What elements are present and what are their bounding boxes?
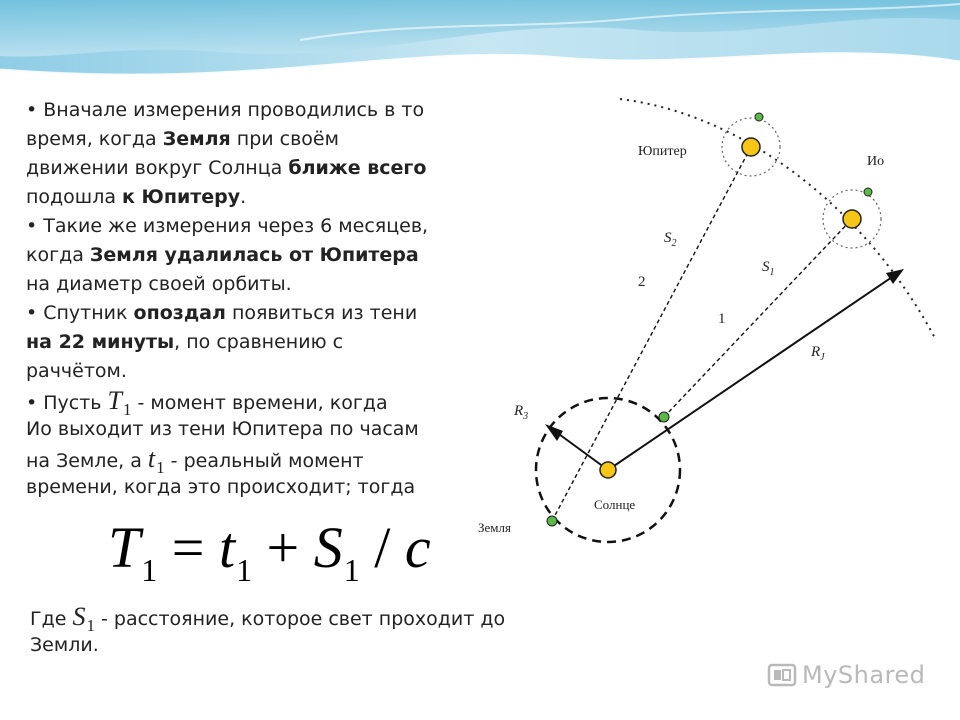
text-segment: • Спутник bbox=[26, 302, 134, 324]
text-segment: Земли. bbox=[30, 634, 99, 656]
r3-arrow-head bbox=[545, 424, 563, 441]
bold-text: к Юпитеру bbox=[122, 186, 241, 208]
rj-arrow-head bbox=[886, 269, 904, 284]
text-line bbox=[26, 386, 466, 419]
math-symbol: t bbox=[147, 444, 156, 473]
earth-2 bbox=[547, 516, 557, 526]
text-line bbox=[26, 96, 466, 125]
text-segment: раччётом. bbox=[26, 360, 127, 382]
bold-text: ближе всего bbox=[288, 157, 427, 179]
text-segment: - момент времени, когда bbox=[131, 392, 388, 414]
text-line bbox=[26, 270, 466, 299]
label-jupiter: Юпитер bbox=[638, 144, 687, 159]
label-r3: $R_3$ bbox=[514, 403, 529, 422]
text-segment: Ио выходит из тени Юпитера по часам bbox=[26, 418, 419, 440]
label-io: Ио bbox=[867, 154, 885, 169]
bold-text: Земля bbox=[162, 128, 231, 150]
label-s2: $S_2$ bbox=[664, 230, 677, 249]
text-segment: , по сравнению с bbox=[174, 331, 344, 353]
watermark bbox=[766, 655, 925, 695]
bullet-list bbox=[26, 96, 466, 502]
io-1 bbox=[755, 113, 763, 121]
text-line bbox=[26, 125, 466, 154]
text-line bbox=[26, 444, 466, 477]
label-path-2: 2 bbox=[638, 274, 646, 290]
text-line bbox=[30, 602, 590, 635]
rj-arrow-line bbox=[608, 273, 898, 470]
text-line bbox=[26, 241, 466, 270]
label-earth: Земля bbox=[478, 520, 511, 535]
bold-text: опоздал bbox=[133, 302, 226, 324]
text-line bbox=[26, 299, 466, 328]
formula: $T_1 = t_1 + S_1 / c$ bbox=[108, 515, 431, 589]
text-line bbox=[26, 415, 466, 444]
watermark-text: MyShared bbox=[802, 661, 926, 689]
text-segment: . bbox=[240, 186, 247, 208]
math-subscript: 1 bbox=[123, 399, 132, 419]
text-segment: появиться из тени bbox=[225, 302, 418, 324]
math-symbol: S bbox=[72, 602, 86, 631]
text-line bbox=[26, 183, 466, 212]
text-segment: - расстояние, которое свет проходит до bbox=[94, 608, 506, 630]
earth-1 bbox=[659, 412, 669, 422]
text-segment: подошла bbox=[26, 186, 123, 208]
math-symbol: T bbox=[107, 386, 122, 415]
label-path-1: 1 bbox=[718, 311, 726, 327]
text-line bbox=[26, 357, 466, 386]
text-segment: - реальный момент bbox=[164, 450, 364, 472]
orbit-diagram bbox=[470, 95, 940, 545]
text-segment: • Пусть bbox=[26, 392, 108, 414]
header-wave-decoration bbox=[0, 0, 960, 110]
text-line bbox=[30, 631, 590, 660]
math-subscript: 1 bbox=[156, 457, 165, 477]
bottom-note bbox=[30, 602, 590, 660]
text-segment: когда bbox=[26, 244, 90, 266]
sight-line-2 bbox=[552, 147, 751, 521]
bold-text: на 22 минуты bbox=[26, 331, 175, 353]
label-s1: $S_1$ bbox=[762, 259, 775, 278]
text-segment: • Такие же измерения через 6 месяцев, bbox=[26, 215, 429, 237]
text-segment: • Вначале измерения проводились в то bbox=[26, 99, 425, 121]
label-rj: $R_J$ bbox=[811, 344, 825, 363]
text-segment: Где bbox=[30, 608, 73, 630]
text-segment: на Земле, а bbox=[26, 450, 148, 472]
text-line bbox=[26, 212, 466, 241]
myshared-logo-icon bbox=[766, 659, 798, 691]
io-2 bbox=[864, 188, 872, 196]
sun bbox=[600, 462, 616, 478]
jupiter-1 bbox=[742, 138, 760, 156]
text-segment: на диаметр своей орбиты. bbox=[26, 273, 292, 295]
sight-line-1 bbox=[664, 219, 852, 417]
math-subscript: 1 bbox=[86, 615, 95, 635]
text-segment: движении вокруг Солнца bbox=[26, 157, 289, 179]
bullet-item bbox=[26, 299, 466, 386]
bullet-item bbox=[26, 212, 466, 299]
text-segment: времени, когда это происходит; тогда bbox=[26, 476, 416, 498]
bold-text: Земля удалилась от Юпитера bbox=[89, 244, 419, 266]
label-sun: Солнце bbox=[594, 497, 636, 512]
text-line bbox=[26, 328, 466, 357]
text-line bbox=[26, 473, 466, 502]
text-line bbox=[26, 154, 466, 183]
bullet-item bbox=[26, 386, 466, 502]
bullet-item bbox=[26, 96, 466, 212]
text-segment: при своём bbox=[230, 128, 339, 150]
text-segment: время, когда bbox=[26, 128, 163, 150]
jupiter-2 bbox=[843, 210, 861, 228]
